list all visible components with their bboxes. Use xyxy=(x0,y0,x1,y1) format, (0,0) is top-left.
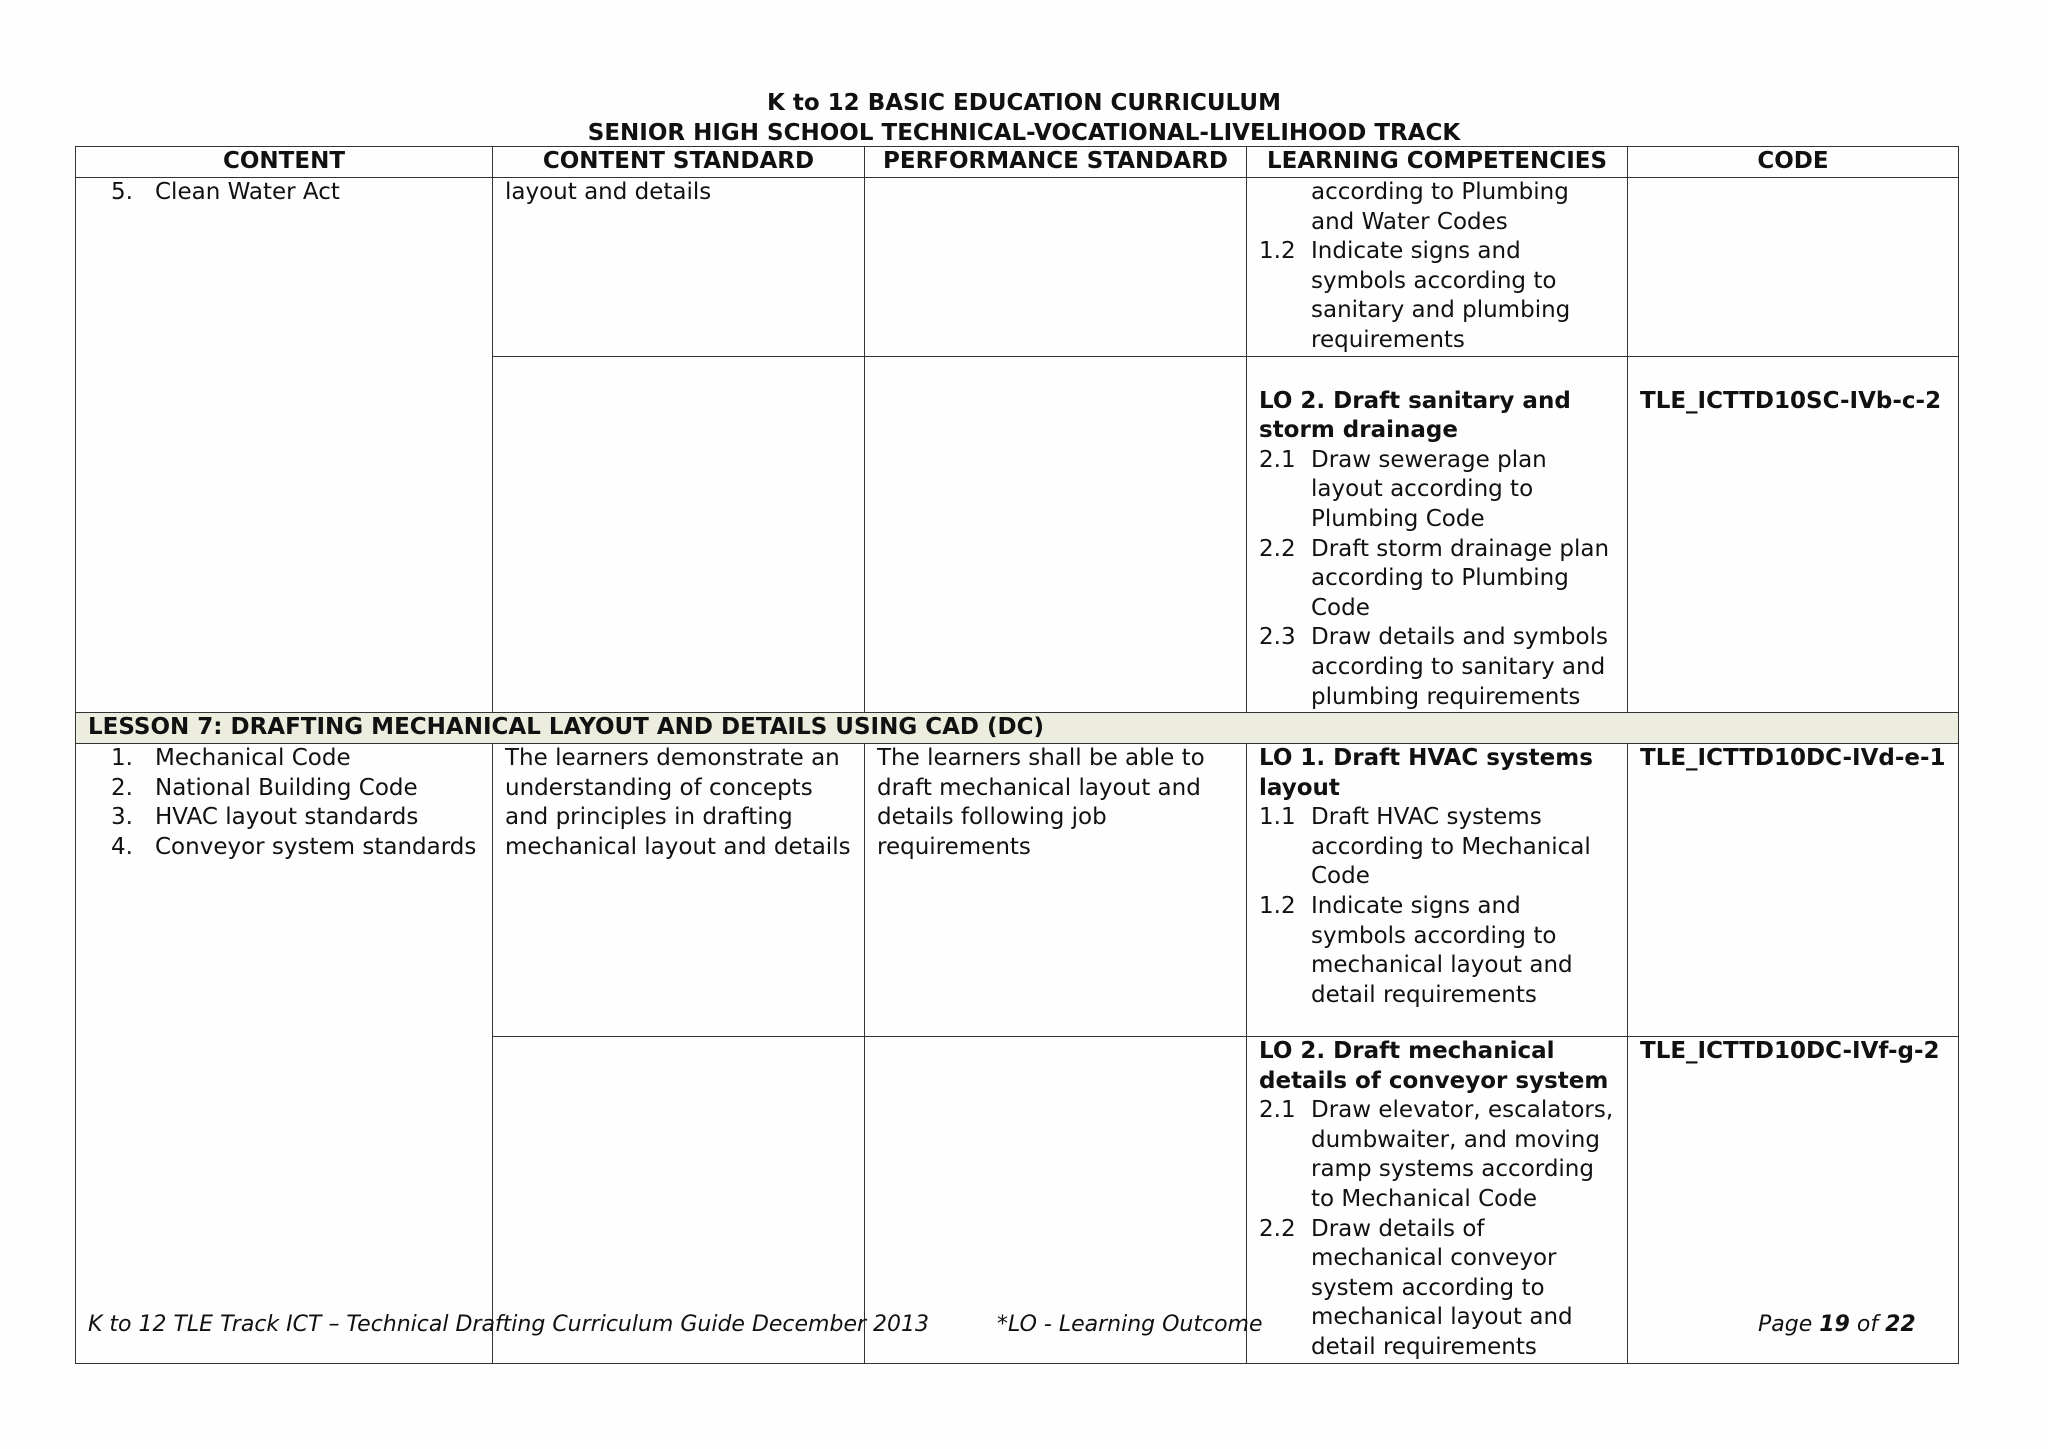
competency-text: Draw sewerage plan layout according to Plumbing Code xyxy=(1311,446,1547,532)
list-item-number: 1. xyxy=(111,745,133,772)
competency-number: 2.1 xyxy=(1259,446,1296,473)
table-header-row xyxy=(76,147,1959,178)
list-item xyxy=(1259,1215,1615,1363)
competency-code: TLE_ICTTD10SC-IVb-c-2 xyxy=(1640,387,1942,414)
list-item xyxy=(1259,623,1615,712)
competencies-cell xyxy=(1247,744,1628,1037)
competency-number: 1.1 xyxy=(1259,804,1296,831)
competency-list xyxy=(1259,803,1615,1010)
list-item-text: Clean Water Act xyxy=(155,179,340,205)
table-row xyxy=(76,178,1959,357)
list-item xyxy=(1259,237,1615,355)
content-standard-cell xyxy=(493,356,865,713)
list-item xyxy=(88,178,480,208)
content-standard-cell xyxy=(493,178,865,357)
list-item xyxy=(88,774,480,804)
column-header-performance-standard: PERFORMANCE STANDARD xyxy=(865,147,1247,178)
lesson-title: LESSON 7: DRAFTING MECHANICAL LAYOUT AND DETAILS USING CAD (DC) xyxy=(76,713,1959,744)
competency-number: 1.2 xyxy=(1259,893,1296,920)
footer-note: *LO - Learning Outcome xyxy=(997,1312,1263,1337)
content-cell xyxy=(76,178,493,713)
learning-outcome-title: LO 2. Draft sanitary and storm drainage xyxy=(1259,387,1571,444)
list-item xyxy=(1259,535,1615,624)
column-header-code: CODE xyxy=(1628,147,1959,178)
list-item-number: 2. xyxy=(111,774,133,801)
list-item-text: HVAC layout standards xyxy=(155,804,419,831)
page-number xyxy=(1758,1310,1916,1340)
list-item xyxy=(88,803,480,833)
page-header xyxy=(0,88,2048,148)
list-item-number: 3. xyxy=(111,804,133,831)
lesson-header-row xyxy=(76,713,1959,744)
list-item xyxy=(88,744,480,774)
list-item xyxy=(88,833,480,863)
competency-continuation: according to Plumbing and Water Codes xyxy=(1311,179,1569,235)
page-subtitle: SENIOR HIGH SCHOOL TECHNICAL-VOCATIONAL-LIVELIHOOD TRACK xyxy=(587,120,1461,146)
competency-text: Indicate signs and symbols according to mechanical layout and detail requirements xyxy=(1311,893,1573,1008)
performance-standard-cell xyxy=(865,744,1247,1037)
list-item-number: 4. xyxy=(111,833,133,860)
list-item-text: Conveyor system standards xyxy=(155,833,477,860)
competency-number: 1.2 xyxy=(1259,238,1296,265)
content-standard-text: The learners demonstrate an understanding of concepts and principles in drafting mechanical layout and details xyxy=(505,745,851,860)
competency-code: TLE_ICTTD10DC-IVf-g-2 xyxy=(1640,1038,1940,1065)
code-cell xyxy=(1628,356,1959,713)
competencies-cell xyxy=(1247,178,1628,357)
footer-guide-title: K to 12 TLE Track ICT – Technical Drafting Curriculum Guide December 2013 xyxy=(88,1312,930,1337)
performance-standard-cell xyxy=(865,356,1247,713)
list-item-number: 5. xyxy=(111,179,133,205)
list-item xyxy=(1259,446,1615,535)
list-item-text: Mechanical Code xyxy=(155,745,351,772)
learning-outcome-title: LO 1. Draft HVAC systems layout xyxy=(1259,745,1593,801)
content-cell xyxy=(76,744,493,1364)
list-item xyxy=(1259,1096,1615,1214)
competency-number: 2.3 xyxy=(1259,624,1296,651)
content-list xyxy=(88,178,480,208)
competencies-cell xyxy=(1247,356,1628,713)
competency-list xyxy=(1259,446,1615,712)
competency-number: 2.2 xyxy=(1259,1215,1296,1242)
content-standard-cell xyxy=(493,744,865,1037)
competency-text: Draft storm drainage plan according to Plumbing Code xyxy=(1311,535,1610,621)
column-header-learning-competencies: LEARNING COMPETENCIES xyxy=(1247,147,1628,178)
curriculum-table xyxy=(75,146,1959,1364)
page-label: Page xyxy=(1758,1312,1813,1337)
page-total: 22 xyxy=(1885,1312,1916,1337)
code-cell xyxy=(1628,744,1959,1037)
competency-text: Draw details and symbols according to sanitary and plumbing requirements xyxy=(1311,624,1608,710)
learning-outcome-title: LO 2. Draft mechanical details of conveyor system xyxy=(1259,1038,1609,1094)
competency-text: Draw details of mechanical conveyor system according to mechanical layout and detail requirements xyxy=(1311,1215,1573,1361)
performance-standard-text: The learners shall be able to draft mechanical layout and details following job requirements xyxy=(877,745,1205,860)
competency-text: Draw elevator, escalators, dumbwaiter, and moving ramp systems according to Mechanical Code xyxy=(1311,1097,1614,1213)
page-title: K to 12 BASIC EDUCATION CURRICULUM xyxy=(767,90,1281,116)
competency-text: Indicate signs and symbols according to sanitary and plumbing requirements xyxy=(1311,238,1571,353)
table-row xyxy=(76,744,1959,1037)
code-cell xyxy=(1628,178,1959,357)
list-item-text: National Building Code xyxy=(155,774,418,801)
competency-text: Draft HVAC systems according to Mechanical Code xyxy=(1311,804,1591,890)
list-item xyxy=(1259,892,1615,1010)
column-header-content-standard: CONTENT STANDARD xyxy=(493,147,865,178)
page-of-label: of xyxy=(1856,1312,1879,1337)
list-item xyxy=(1259,803,1615,892)
column-header-content: CONTENT xyxy=(76,147,493,178)
performance-standard-cell xyxy=(865,178,1247,357)
competencies-cell xyxy=(1247,1037,1628,1364)
page-current: 19 xyxy=(1819,1312,1850,1337)
competency-list xyxy=(1259,1096,1615,1362)
competency-list xyxy=(1259,237,1615,355)
content-list xyxy=(88,744,480,862)
competency-number: 2.1 xyxy=(1259,1097,1296,1124)
competency-code: TLE_ICTTD10DC-IVd-e-1 xyxy=(1640,745,1946,772)
content-standard-text: layout and details xyxy=(505,179,712,205)
competency-number: 2.2 xyxy=(1259,535,1296,562)
